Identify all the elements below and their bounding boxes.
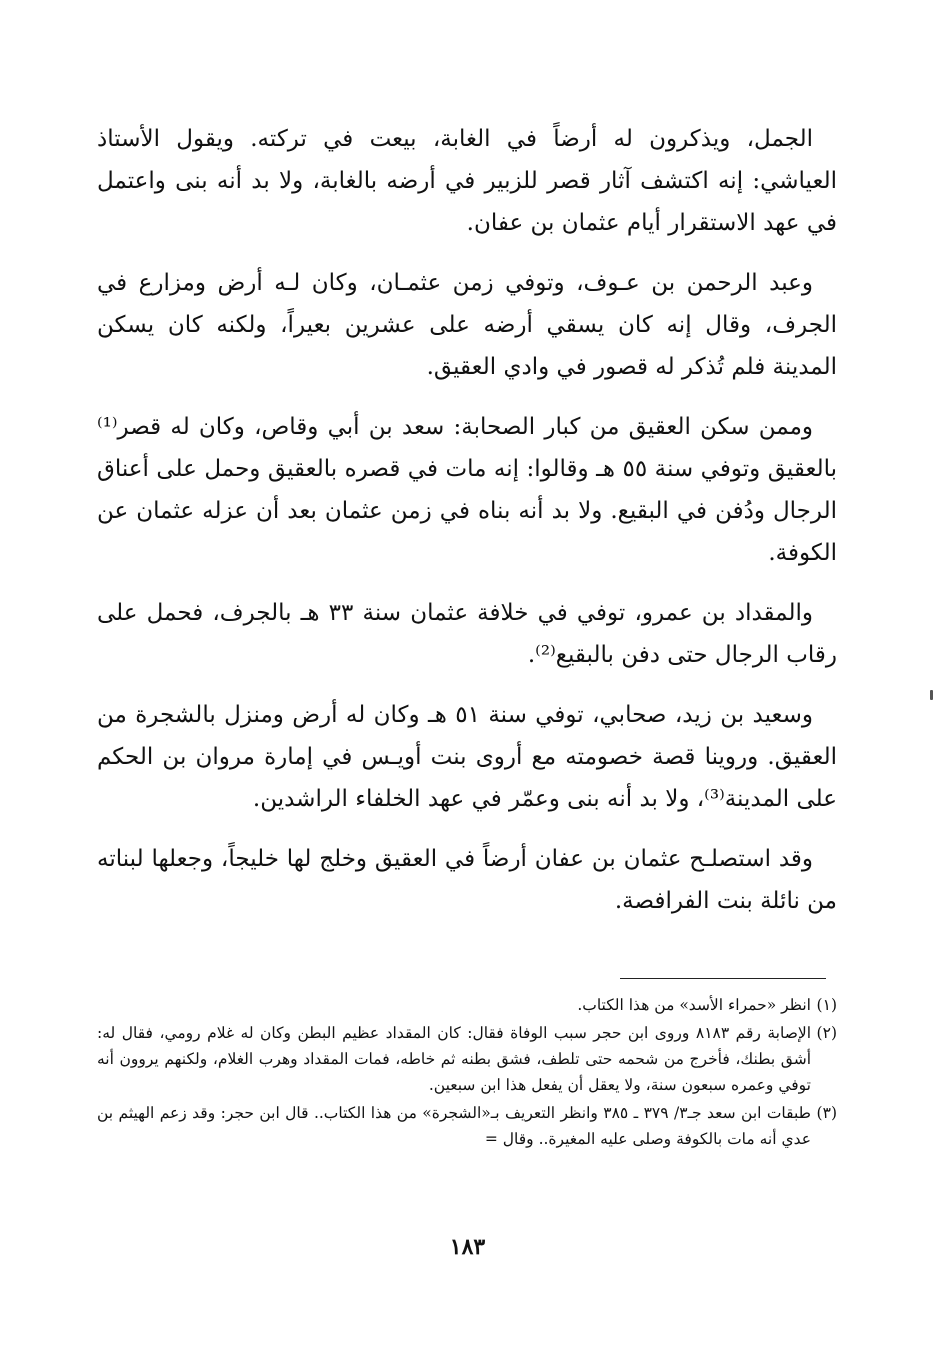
footnote (97, 1100, 837, 1152)
page-number: ١٨٣ (449, 1234, 486, 1260)
paragraph: الجمل، ويذكرون له أرضاً في الغابة، بيعت في تركته. ويقول الأستاذ العياشي: إنه اكتشف آثار قصر للزبير في أرضه بالغابة، ولا بد أنه بنى واعتمل في عهد الاستقرار أيام عثمان بن عفان. (97, 126, 837, 236)
footnote-separator (620, 978, 826, 979)
footnote-number: (٢) (816, 1024, 837, 1042)
scan-margin-mark (930, 690, 933, 700)
paragraph: وعبد الرحمن بن عـوف، وتوفي زمن عثمـان، وكان لـه أرض ومزارع في الجرف، وقال إنه كان يسقي أرضه على عشرين بعيراً، ولكنه كان يسكن المدينة فلم تُذكر له قصور في وادي العقيق. (97, 270, 837, 380)
body-text (97, 118, 837, 940)
paragraph: وقد استصلـح عثمان بن عفان أرضاً في العقيق وخلج لها خليجاً، وجعلها لبناته من نائلة بنت الفرافصة. (97, 846, 837, 914)
footnote-text: الإصابة رقم ٨١٨٣ وروى ابن حجر سبب الوفاة فقال: كان المقداد عظيم البطن وكان له غلام رومي، فقال له: أشق بطنك، فأخرج من شحمه حتى تلطف، فشق بطنه ثم خاطه، فمات المقداد وهرب الغلام، ولكنهم يروون أنه توفي وعمره سبعون سنة، ولا يعقل أن يفعل هذا ابن سبعين. (97, 1024, 812, 1094)
footnote (97, 1020, 837, 1098)
footnotes (97, 992, 837, 1154)
footnote (97, 992, 837, 1018)
footnote-text: طبقات ابن سعد جـ٣/ ٣٧٩ ـ ٣٨٥ وانظر التعريف بـ«الشجرة» من هذا الكتاب.. قال ابن حجر: وقد زعم الهيثم بن عدي أنه مات بالكوفة وصلى عليه المغيرة.. وقال = (97, 1104, 811, 1148)
footnote-number: (٣) (816, 1104, 837, 1122)
footnote-text: انظر «حمراء الأسد» من هذا الكتاب. (577, 996, 811, 1014)
paragraph: وممن سكن العقيق من كبار الصحابة: سعد بن أبي وقاص، وكان له قصر⁽¹⁾ بالعقيق وتوفي سنة ٥٥ هـ وقالوا: إنه مات في قصره بالعقيق وحمل على أعناق الرجال ودُفن في البقيع. ولا بد أنه بناه في زمن عثمان بعد أن عزله عثمان عن الكوفة. (97, 414, 837, 566)
paragraph: والمقداد بن عمرو، توفي في خلافة عثمان سنة ٣٣ هـ بالجرف، فحمل على رقاب الرجال حتى دفن بالبقيع⁽²⁾. (97, 600, 837, 668)
paragraph: وسعيد بن زيد، صحابي، توفي سنة ٥١ هـ وكان له أرض ومنزل بالشجرة من العقيق. وروينا قصة خصومته مع أروى بنت أويـس في إمارة مروان بن الحكم على المدينة⁽³⁾، ولا بد أنه بنى وعمّر في عهد الخلفاء الراشدين. (97, 702, 837, 812)
footnote-number: (١) (816, 996, 837, 1014)
